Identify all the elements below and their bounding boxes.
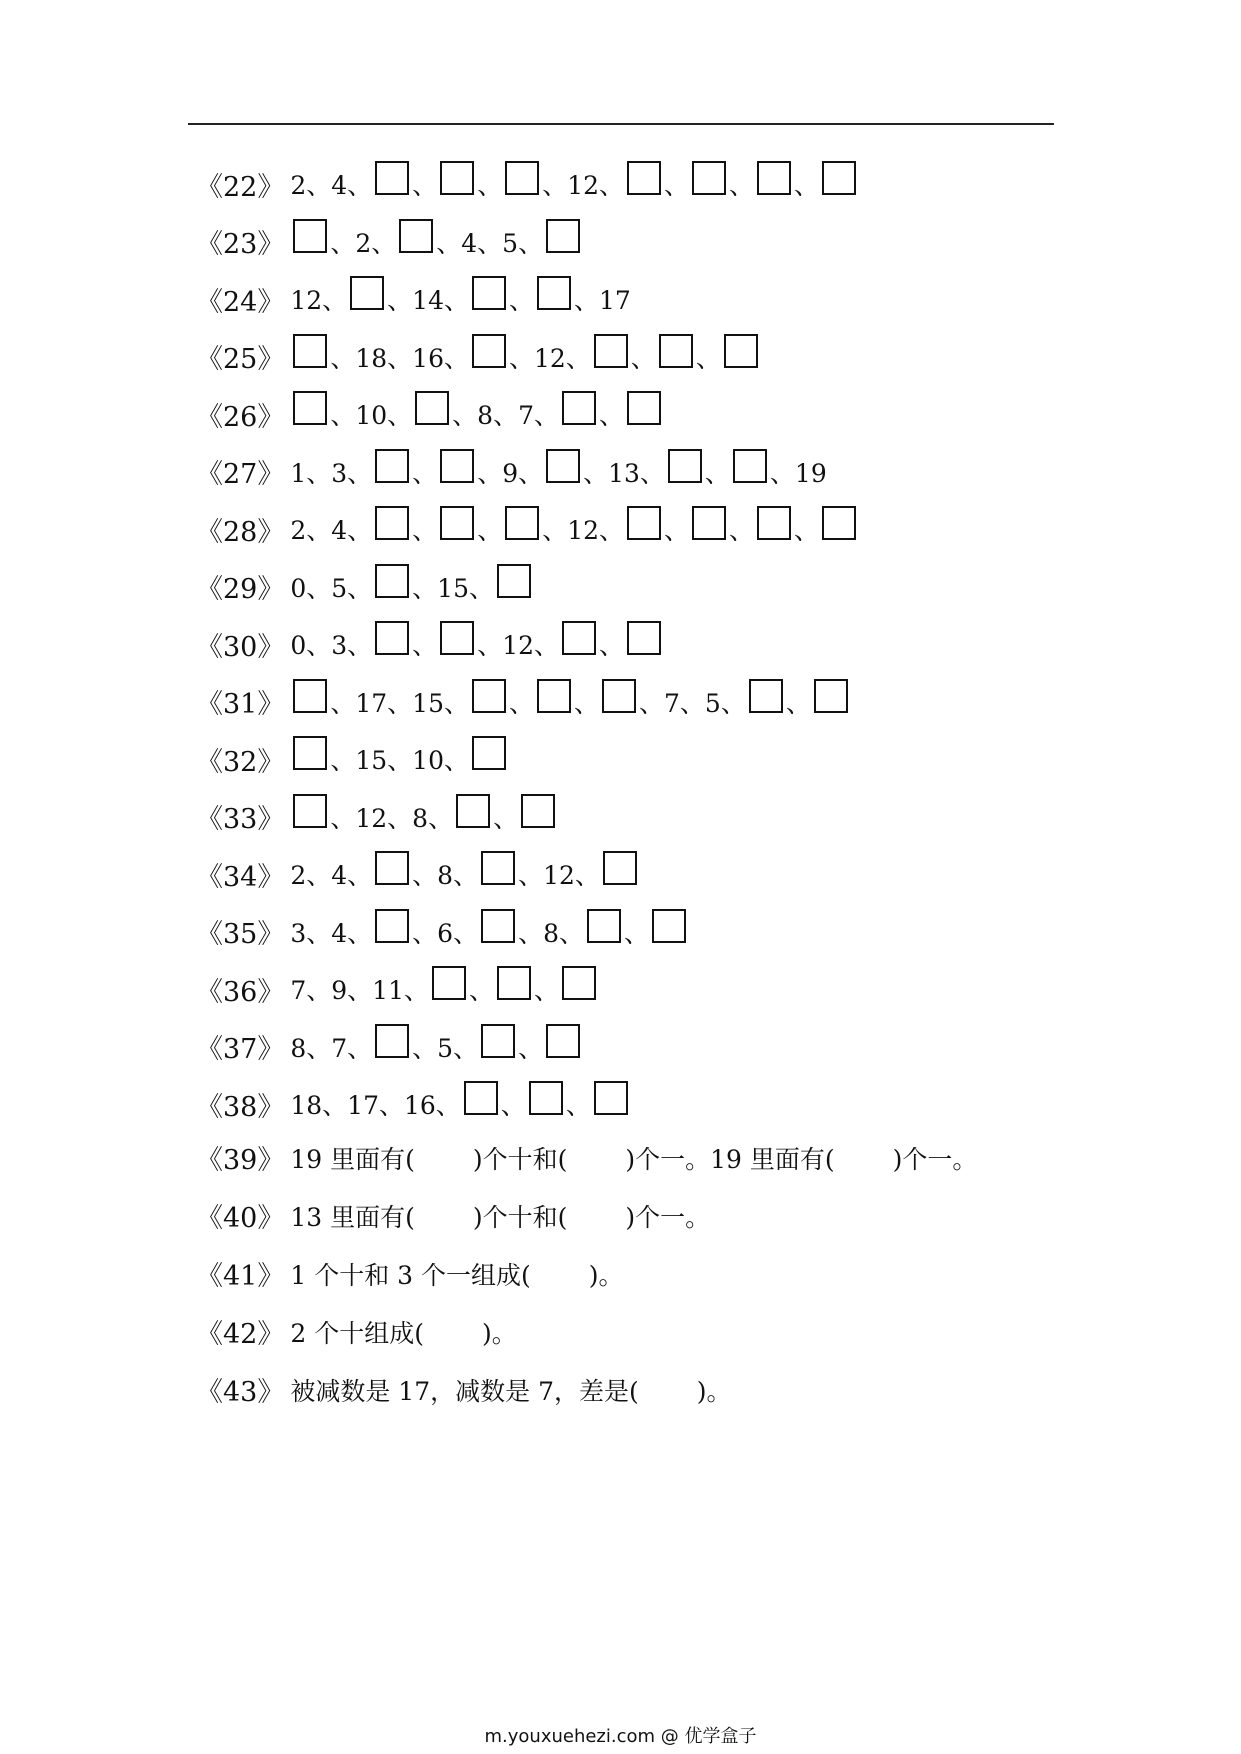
answer-box[interactable] (399, 219, 433, 253)
question-text: 、 (729, 171, 755, 200)
answer-box[interactable] (529, 1081, 563, 1115)
question-text: 、7、5、 (639, 688, 746, 718)
question-text: 、12、 (518, 861, 600, 890)
question-row (196, 910, 689, 954)
answer-box[interactable] (521, 794, 555, 828)
question-text: 、8、 (412, 861, 479, 890)
answer-box[interactable] (472, 736, 506, 770)
question-text: 、4、5、 (436, 228, 544, 258)
answer-box[interactable] (627, 161, 661, 195)
question-text: 、 (477, 516, 503, 545)
question-number: 《34》 (196, 861, 285, 893)
question-text: 、 (630, 343, 656, 373)
answer-box[interactable] (440, 506, 474, 540)
question-text: 、17 (574, 286, 631, 315)
question-row (196, 680, 851, 724)
question-row (196, 622, 664, 666)
question-number: 《41》 (196, 1261, 285, 1292)
answer-box[interactable] (293, 219, 327, 253)
question-text: 、15、 (412, 573, 494, 603)
question-text: 、 (574, 688, 600, 718)
question-text: 、 (664, 171, 690, 200)
question-row (196, 335, 761, 379)
question-row (196, 1252, 624, 1296)
question-number: 《24》 (196, 286, 285, 318)
answer-box[interactable] (692, 506, 726, 540)
answer-box[interactable] (627, 621, 661, 655)
question-text: 、18、16、 (330, 343, 469, 373)
answer-box[interactable] (562, 621, 596, 655)
answer-box[interactable] (562, 966, 596, 1000)
question-text: 、 (794, 171, 820, 200)
question-number: 《31》 (196, 689, 285, 720)
answer-box[interactable] (603, 851, 637, 885)
answer-box[interactable] (440, 621, 474, 655)
question-row (196, 1025, 583, 1069)
answer-box[interactable] (375, 449, 409, 483)
question-number: 《22》 (196, 171, 285, 203)
question-text: )个一。19 里面有( (625, 1144, 835, 1174)
answer-box[interactable] (537, 276, 571, 310)
answer-box[interactable] (497, 966, 531, 1000)
question-text: )个十和( (472, 1202, 568, 1232)
question-text: 12、 (290, 286, 348, 315)
question-number: 《39》 (196, 1145, 285, 1176)
question-text: 、13、 (583, 458, 665, 488)
answer-box[interactable] (749, 679, 783, 713)
answer-box[interactable] (440, 161, 474, 195)
question-text: 、9、 (477, 458, 544, 488)
question-number: 《30》 (196, 631, 285, 663)
question-text: 、 (729, 516, 755, 545)
question-number: 《37》 (196, 1034, 285, 1065)
answer-box[interactable] (472, 679, 506, 713)
question-text: 、 (508, 286, 534, 315)
question-text: 、5、 (412, 1033, 479, 1063)
question-row (196, 967, 599, 1011)
question-text: 、19 (769, 458, 827, 488)
answer-box[interactable] (602, 679, 636, 713)
answer-box[interactable] (652, 909, 686, 943)
question-number: 《28》 (196, 516, 285, 548)
question-row (196, 450, 827, 494)
question-row (196, 1194, 710, 1238)
question-text: 2 个十组成( (290, 1318, 424, 1348)
question-text: 8、7、 (290, 1033, 373, 1063)
answer-box[interactable] (659, 334, 693, 368)
answer-box[interactable] (692, 161, 726, 195)
question-text: 1 个十和 3 个一组成( (290, 1260, 531, 1290)
question-text: 、12、 (508, 343, 591, 373)
question-row (196, 277, 631, 321)
question-text: 13 里面有( (290, 1202, 415, 1232)
answer-box[interactable] (293, 679, 327, 713)
question-number: 《43》 (196, 1377, 285, 1408)
answer-box[interactable] (587, 909, 621, 943)
question-text: 、2、 (330, 228, 397, 258)
answer-box[interactable] (537, 679, 571, 713)
question-text: 、8、7、 (452, 401, 559, 430)
question-text: )个一。 (892, 1144, 978, 1174)
question-number: 《32》 (196, 746, 285, 778)
question-text: 、 (412, 171, 438, 200)
question-row (196, 507, 859, 551)
answer-box[interactable] (668, 449, 702, 483)
question-text: 、15、10、 (330, 746, 469, 775)
answer-box[interactable] (594, 334, 628, 368)
question-number: 《35》 (196, 919, 285, 950)
question-text: 1、3、 (290, 458, 373, 488)
question-text: 2、4、 (290, 516, 373, 545)
answer-box[interactable] (375, 506, 409, 540)
question-text: 0、5、 (290, 573, 373, 603)
question-text: 、 (508, 688, 534, 718)
answer-box[interactable] (432, 966, 466, 1000)
answer-box[interactable] (814, 679, 848, 713)
question-text: 、17、15、 (330, 688, 469, 718)
answer-box[interactable] (757, 161, 791, 195)
question-text: 、 (704, 458, 730, 488)
answer-box[interactable] (375, 621, 409, 655)
answer-box[interactable] (293, 736, 327, 770)
answer-box[interactable] (822, 506, 856, 540)
answer-box[interactable] (757, 506, 791, 540)
question-number: 《36》 (196, 976, 285, 1008)
question-number: 《25》 (196, 344, 285, 375)
question-text: 、 (695, 343, 721, 373)
answer-box[interactable] (375, 161, 409, 195)
answer-box[interactable] (724, 334, 758, 368)
answer-box[interactable] (472, 276, 506, 310)
answer-box[interactable] (440, 449, 474, 483)
answer-box[interactable] (546, 449, 580, 483)
question-text: 、 (794, 516, 820, 545)
question-text: 、 (412, 631, 438, 660)
question-text: 、 (598, 401, 624, 430)
question-row (196, 1368, 732, 1412)
question-number: 《27》 (196, 459, 285, 490)
answer-box[interactable] (733, 449, 767, 483)
answer-box[interactable] (472, 334, 506, 368)
question-row (196, 162, 859, 206)
answer-box[interactable] (546, 1024, 580, 1058)
question-text: 2、4、 (290, 171, 373, 200)
answer-box[interactable] (562, 391, 596, 425)
answer-box[interactable] (627, 506, 661, 540)
footer-watermark: m.youxuehezi.com @ 优学盒子 (484, 1726, 757, 1747)
question-text: 、 (565, 1091, 591, 1120)
question-row (196, 852, 640, 896)
question-text: 3、4、 (290, 918, 373, 948)
answer-box[interactable] (481, 1024, 515, 1058)
question-text: 、10、 (330, 401, 413, 430)
answer-box[interactable] (293, 794, 327, 828)
question-text: 18、17、16、 (290, 1091, 461, 1120)
question-text: 、6、 (412, 918, 479, 948)
question-text: 、12、 (477, 631, 559, 660)
answer-box[interactable] (375, 1024, 409, 1058)
question-number: 《38》 (196, 1091, 285, 1123)
question-row (196, 1136, 977, 1180)
question-row (196, 392, 664, 436)
answer-box[interactable] (375, 909, 409, 943)
question-text: )。 (588, 1260, 624, 1290)
answer-box[interactable] (497, 564, 531, 598)
question-row (196, 1082, 631, 1126)
question-text: 、 (785, 688, 811, 718)
question-number: 《29》 (196, 574, 285, 605)
question-text: 、12、 (542, 516, 625, 545)
question-text: 7、9、11、 (290, 976, 429, 1005)
answer-box[interactable] (546, 219, 580, 253)
answer-box[interactable] (481, 851, 515, 885)
question-text: 、8、 (518, 918, 584, 948)
question-text: )个一。 (625, 1202, 711, 1232)
question-row (196, 220, 583, 264)
question-text: 19 里面有( (290, 1144, 415, 1174)
answer-box[interactable] (375, 851, 409, 885)
answer-box[interactable] (415, 391, 449, 425)
question-number: 《33》 (196, 804, 285, 835)
question-number: 《40》 (196, 1203, 285, 1234)
question-text: 、 (623, 918, 649, 948)
question-text: 、 (664, 516, 690, 545)
answer-box[interactable] (505, 161, 539, 195)
answer-box[interactable] (627, 391, 661, 425)
question-text: 0、3、 (290, 631, 373, 660)
answer-box[interactable] (594, 1081, 628, 1115)
question-text: 、 (468, 976, 494, 1005)
answer-box[interactable] (505, 506, 539, 540)
question-text: 、 (412, 516, 438, 545)
answer-box[interactable] (375, 564, 409, 598)
question-number: 《26》 (196, 401, 285, 433)
answer-box[interactable] (350, 276, 384, 310)
answer-box[interactable] (293, 391, 327, 425)
question-text: 、 (599, 631, 625, 660)
question-number: 《23》 (196, 229, 285, 260)
question-text: )。 (696, 1376, 732, 1406)
question-text: 2、4、 (290, 861, 373, 890)
question-text: 、12、 (542, 171, 625, 200)
answer-box[interactable] (293, 334, 327, 368)
question-text: 、12、8、 (330, 803, 454, 833)
question-text: 、 (518, 1033, 544, 1063)
answer-box[interactable] (464, 1081, 498, 1115)
question-text: 、 (477, 171, 503, 200)
question-text: 被减数是 17，减数是 7，差是( (290, 1376, 639, 1406)
answer-box[interactable] (456, 794, 490, 828)
question-text: )。 (481, 1318, 517, 1348)
question-text: 、 (412, 458, 438, 488)
question-text: )个十和( (472, 1144, 568, 1174)
question-row (196, 1310, 517, 1354)
answer-box[interactable] (822, 161, 856, 195)
question-row (196, 565, 534, 609)
question-text: 、 (500, 1091, 526, 1120)
question-text: 、 (493, 803, 519, 833)
question-text: 、 (534, 976, 560, 1005)
question-number: 《42》 (196, 1319, 285, 1350)
answer-box[interactable] (481, 909, 515, 943)
question-row (196, 737, 509, 781)
question-row (196, 795, 558, 839)
header-rule (188, 123, 1054, 125)
question-text: 、14、 (387, 286, 469, 315)
